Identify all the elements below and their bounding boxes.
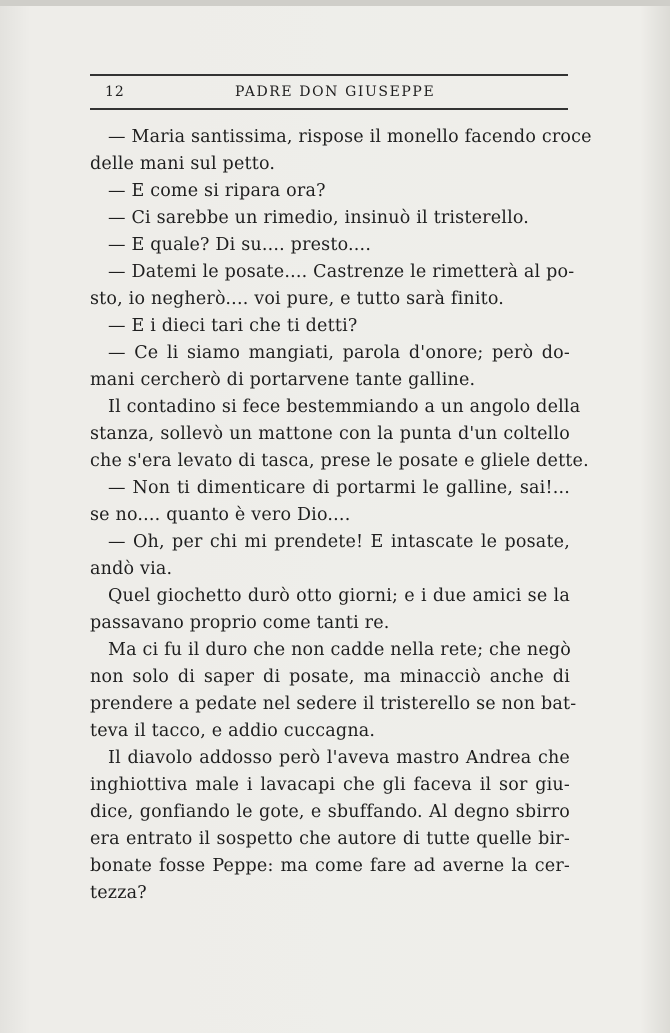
text-line: — Ci sarebbe un rimedio, insinuò il tristerello. [108,208,530,228]
text-line: prendere a pedate nel sedere il tristerello se non bat- [90,694,577,714]
text-line: passavano proprio come tanti re. [90,613,390,633]
text-line: — E quale? Di su.... presto.... [108,235,372,255]
text-line: mani cercherò di portarvene tante galline. [90,370,476,390]
text-line: — Oh, per chi mi prendete! E intascate le posate, [108,532,570,552]
page-top-edge [0,0,670,6]
text-line: andò via. [90,559,173,579]
text-line: dice, gonfiando le gote, e sbuffando. Al degno sbirro [90,802,570,822]
text-line: sto, io negherò.... voi pure, e tutto sarà finito. [90,289,505,309]
text-line: — E i dieci tari che ti detti? [108,316,358,336]
text-line: inghiottiva male i lavacapi che gli faceva il sor giu- [90,775,570,795]
text-line: se no.... quanto è vero Dio.... [90,505,351,525]
text-line: delle mani sul petto. [90,154,276,174]
text-line: — E come si ripara ora? [108,181,326,201]
text-line: bonate fosse Peppe: ma come fare ad averne la cer- [90,856,570,876]
text-line: teva il tacco, e addio cuccagna. [90,721,376,741]
page-number: 12 [105,84,125,100]
text-line: tezza? [90,883,147,903]
text-line: che s'era levato di tasca, prese le posate e gliele dette. [90,451,589,471]
running-title: PADRE DON GIUSEPPE [235,84,436,100]
text-line: Ma ci fu il duro che non cadde nella rete; che negò [108,640,572,660]
text-line: — Ce li siamo mangiati, parola d'onore; però do- [108,343,570,363]
text-line: era entrato il sospetto che autore di tutte quelle bir- [90,829,570,849]
text-line: Il diavolo addosso però l'aveva mastro Andrea che [108,748,570,768]
text-line: stanza, sollevò un mattone con la punta d'un coltello [90,424,570,444]
text-line: Il contadino si fece bestemmiando a un angolo della [108,397,581,417]
text-line: — Datemi le posate.... Castrenze le rimetterà al po- [108,262,575,282]
text-line: non solo di saper di posate, ma minacciò anche di [90,667,570,687]
text-line: — Non ti dimenticare di portarmi le galline, sai!... [108,478,570,498]
running-header [90,74,568,110]
text-line: Quel giochetto durò otto giorni; e i due amici se la [108,586,570,606]
text-line: — Maria santissima, rispose il monello facendo croce [108,127,592,147]
